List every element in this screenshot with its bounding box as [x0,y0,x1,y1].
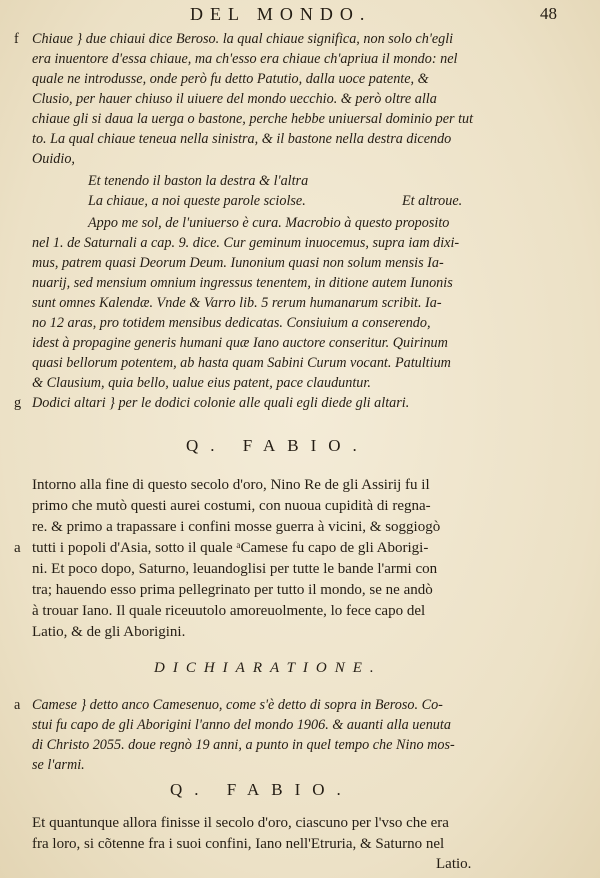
text-line: Intorno alla fine di questo secolo d'oro, Nino Re de gli Assirij fu il [32,477,430,493]
section-heading: Q. FABIO. [186,436,369,455]
text-line: to. La qual chiaue teneua nella sinistra, & il bastone nella destra dicendo [32,131,452,147]
text-line: nuarij, sed mensium omnium ingressus tenentem, in ditione autem Iunonis [32,275,453,291]
text-line: g Dodici altari } per le dodici colonie alle quali egli diede gli altari. [14,395,410,411]
verse-line: La chiaue, a noi queste parole sciolse. [88,193,306,209]
text-line: Ouidio, [32,151,75,167]
text-line: à trouar Iano. Il quale riceuutolo amoreuolmente, lo fece capo del [32,603,426,619]
running-head: DEL MONDO. [190,4,372,24]
text-line: mus, patrem quasi Deorum Deum. Iunonium quasi non solum mensis Ia- [32,255,444,271]
text-line: Latio, & de gli Aborigini. [32,624,186,640]
text-line: ni. Et poco dopo, Saturno, leuandoglisi per tutte le bande l'armi con [32,561,438,577]
text-line: quale ne introdusse, onde però fu detto Patutio, dalla uoce patente, & [32,71,429,87]
text-line: a tutti i popoli d'Asia, sotto il quale ᵃCamese fu capo de gli Aborigi- [14,540,429,556]
text-line: tra; hauendo esso prima pellegrinato per tutto il mondo, se ne andò [32,582,433,598]
text-line: fra loro, si cõtenne fra i suoi confini, Iano nell'Etruria, & Saturno nel [32,836,445,852]
text-line: & Clausium, quia bello, ualue eius patent, pace clauduntur. [32,375,371,391]
section-heading: DICHIARATIONE. [154,660,382,676]
text-line: stui fu capo de gli Aborigini l'anno del mondo 1906. & auanti alla uenuta [32,717,451,733]
text-line: Appo me sol, de l'uniuerso è cura. Macrobio à questo proposito [88,215,450,231]
text-line: f Chiaue } due chiaui dice Beroso. la qual chiaue significa, non solo ch'egli [14,31,454,47]
verse-line: Et altroue. [402,193,463,209]
text-line: chiaue gli si daua la uerga o bastone, perche hebbe uniuersal dominio per tut [32,111,474,127]
page-number: 48 [540,4,557,23]
text-line: sunt omnes Kalendæ. Vnde & Varro lib. 5 rerum humanarum scribit. Ia- [32,295,442,311]
text-line: quasi bellorum potentem, ab hasta quam Sabini Curum vocant. Patultium [32,355,451,371]
text-line: Latio. [436,856,472,872]
text-line: Et quantunque allora finisse il secolo d'oro, ciascuno per l'vso che era [32,815,449,831]
verse-line: Et tenendo il baston la destra & l'altra [88,173,309,189]
text-line: primo che mutò questi aurei costumi, con nuoua cupidità di regna- [32,498,431,514]
text-line: re. & primo a trapassare i confini mosse guerra à vicini, & soggiogò [32,519,441,535]
text-line: no 12 aras, pro totidem mensibus dedicatas. Consiuium a conserendo, [32,315,431,331]
text-line: idest à propagine generis humani quæ Iano auctore conseritur. Quirinum [32,335,448,351]
text-line: nel 1. de Saturnali a cap. 9. dice. Cur geminum inuocemus, supra iam dixi- [32,235,460,251]
text-line: a Camese } detto anco Camesenuo, come s'è detto di sopra in Beroso. Co- [14,697,443,713]
section-heading: Q. FABIO. [170,780,353,799]
text-line: era inuentore d'essa chiaue, ma ch'esso era chiaue ch'apriua il mondo: nel [32,51,458,67]
text-line: di Christo 2055. doue regnò 19 anni, a punto in quel tempo che Nino mos- [32,737,455,753]
text-line: Clusio, per hauer chiuso il uiuere del mondo uecchio. & però oltre alla [32,91,437,107]
text-line: se l'armi. [32,757,85,773]
